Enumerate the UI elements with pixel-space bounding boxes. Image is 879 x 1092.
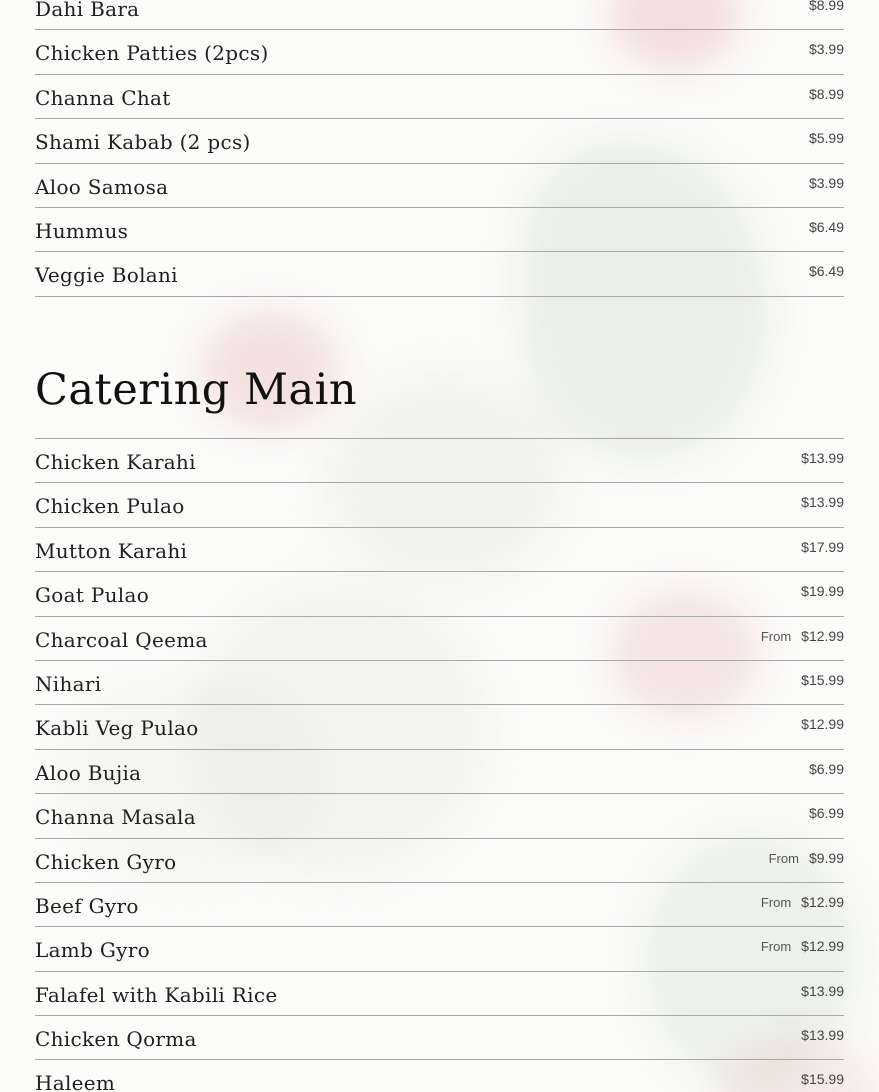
menu-item-row[interactable] — [35, 794, 844, 838]
menu-item-name: Mutton Karahi — [35, 538, 188, 563]
menu-item-price: $17.99 — [801, 538, 844, 555]
menu-item-row[interactable] — [35, 1016, 844, 1060]
menu-item-row[interactable] — [35, 839, 844, 883]
menu-item-price-group — [801, 1071, 844, 1087]
menu-item-name: Charcoal Qeema — [35, 627, 208, 652]
menu-item-name: Veggie Bolani — [35, 263, 178, 288]
menu-item-row[interactable] — [35, 972, 844, 1016]
menu-item-name: Kabli Veg Pulao — [35, 716, 199, 741]
menu-item-price: $12.99 — [801, 716, 844, 733]
menu-item-price-group — [809, 761, 844, 777]
menu-item-row[interactable] — [35, 164, 844, 208]
menu-item-row[interactable] — [35, 0, 844, 30]
menu-item-row[interactable] — [35, 483, 844, 527]
menu-item-price: $3.99 — [808, 41, 844, 58]
menu-item-price: $12.99 — [801, 627, 844, 644]
menu-item-price-group — [761, 938, 844, 954]
menu-item-price: $5.99 — [808, 130, 844, 147]
menu-item-name: Beef Gyro — [35, 893, 139, 918]
menu-item-name: Aloo Bujia — [35, 760, 142, 785]
menu-item-price: $6.49 — [808, 218, 844, 235]
menu-item-row[interactable] — [35, 1060, 844, 1092]
menu-item-name: Channa Masala — [35, 805, 196, 830]
menu-item-name: Channa Chat — [35, 85, 171, 110]
menu-item-name: Nihari — [35, 671, 102, 696]
menu-item-row[interactable] — [35, 119, 844, 163]
menu-item-name: Haleem — [35, 1071, 116, 1092]
menu-item-price: $12.99 — [801, 938, 844, 955]
menu-item-row[interactable] — [35, 30, 844, 74]
menu-item-row[interactable] — [35, 705, 844, 749]
menu-item-row[interactable] — [35, 439, 844, 483]
menu-item-price-group — [809, 805, 844, 821]
menu-item-price-group — [769, 850, 844, 866]
menu-item-row[interactable] — [35, 528, 844, 572]
price-from-label: From — [760, 939, 792, 955]
menu-section-catering-main — [35, 438, 844, 1092]
menu-item-price: $13.99 — [801, 494, 844, 511]
menu-item-price-group — [801, 983, 844, 999]
price-from-label: From — [760, 628, 792, 644]
menu-item-price: $8.99 — [808, 0, 844, 13]
menu-item-name: Dahi Bara — [35, 0, 140, 21]
menu-item-price-group — [809, 0, 844, 13]
price-from-label: From — [760, 894, 792, 910]
menu-item-row[interactable] — [35, 617, 844, 661]
menu-item-row[interactable] — [35, 883, 844, 927]
menu-item-price: $19.99 — [801, 583, 844, 600]
menu-item-row[interactable] — [35, 75, 844, 119]
menu-item-row[interactable] — [35, 572, 844, 616]
menu-item-price-group — [809, 86, 844, 102]
menu-item-price-group — [801, 539, 844, 555]
menu-item-price-group — [761, 894, 844, 910]
menu-item-price: $9.99 — [808, 849, 844, 866]
menu-item-name: Chicken Gyro — [35, 849, 177, 874]
menu-item-price-group — [809, 130, 844, 146]
menu-item-row[interactable] — [35, 927, 844, 971]
menu-item-row[interactable] — [35, 661, 844, 705]
menu-item-price: $3.99 — [808, 174, 844, 191]
menu-item-price-group — [809, 41, 844, 57]
menu-item-price-group — [801, 494, 844, 510]
menu-item-name: Chicken Patties (2pcs) — [35, 41, 269, 66]
menu-item-price-group — [801, 672, 844, 688]
menu-item-name: Goat Pulao — [35, 583, 150, 608]
menu-item-price: $13.99 — [801, 982, 844, 999]
menu-item-price: $13.99 — [801, 450, 844, 466]
menu-item-price: $6.49 — [808, 263, 844, 280]
menu-item-price-group — [801, 716, 844, 732]
price-from-label: From — [768, 850, 799, 866]
menu-item-row[interactable] — [35, 208, 844, 252]
menu-item-price-group — [801, 1027, 844, 1043]
menu-item-name: Chicken Karahi — [35, 450, 196, 474]
menu-item-price-group — [801, 450, 844, 466]
menu-item-name: Chicken Pulao — [35, 494, 185, 519]
menu-item-price-group — [761, 628, 844, 644]
menu-item-price: $12.99 — [801, 893, 844, 910]
menu-item-price: $6.99 — [808, 760, 844, 777]
menu-item-price: $8.99 — [808, 85, 844, 102]
menu-item-price-group — [809, 219, 844, 235]
menu-item-price-group — [809, 263, 844, 279]
menu-item-price: $6.99 — [808, 805, 844, 822]
menu-item-price-group — [801, 583, 844, 599]
menu-item-price: $15.99 — [801, 1071, 844, 1088]
menu-item-name: Shami Kabab (2 pcs) — [35, 130, 251, 155]
section-title: Catering Main — [35, 365, 358, 415]
menu-item-name: Chicken Qorma — [35, 1027, 197, 1052]
menu-item-price: $13.99 — [801, 1027, 844, 1044]
menu-item-row[interactable] — [35, 750, 844, 794]
menu-item-price-group — [809, 175, 844, 191]
menu-item-name: Lamb Gyro — [35, 938, 150, 963]
menu-item-name: Falafel with Kabili Rice — [35, 982, 278, 1007]
menu-item-row[interactable] — [35, 252, 844, 296]
menu-item-name: Aloo Samosa — [35, 174, 169, 199]
menu-item-price: $15.99 — [801, 671, 844, 688]
menu-section-appetizers — [35, 0, 844, 297]
menu-item-name: Hummus — [35, 218, 129, 243]
